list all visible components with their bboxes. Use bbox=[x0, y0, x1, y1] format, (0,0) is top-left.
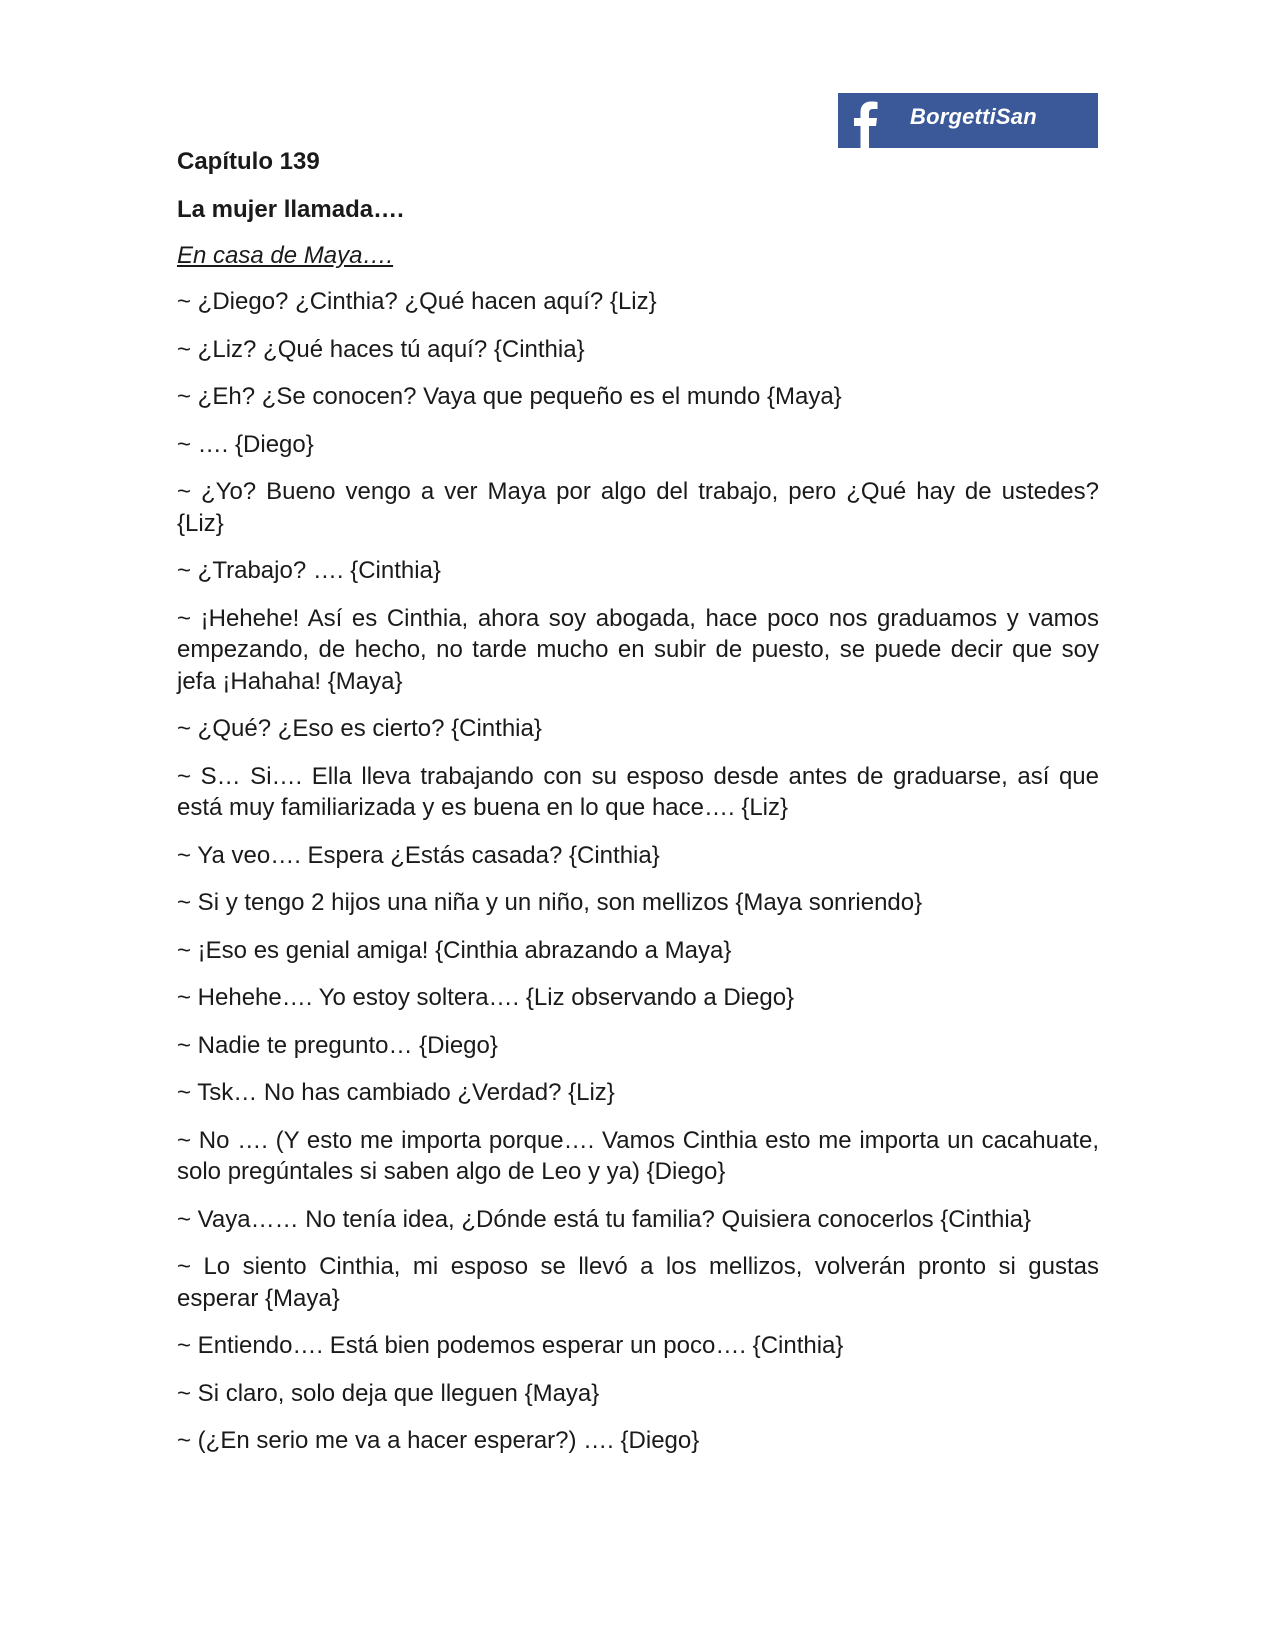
dialogue-line: ~ Si claro, solo deja que lleguen {Maya} bbox=[177, 1379, 600, 1407]
dialogue-line: ~ …. {Diego} bbox=[177, 430, 314, 458]
facebook-icon bbox=[846, 99, 882, 148]
chapter-subtitle: La mujer llamada…. bbox=[177, 196, 404, 223]
dialogue-line: ~ Si y tengo 2 hijos una niña y un niño, son mellizos {Maya sonriendo} bbox=[177, 889, 923, 916]
chapter-title: Capítulo 139 bbox=[177, 148, 320, 175]
document-body bbox=[177, 145, 1099, 1473]
scene-heading: En casa de Maya…. bbox=[177, 242, 394, 269]
dialogue-line: ~ ¿Eh? ¿Se conocen? Vaya que pequeño es el mundo {Maya} bbox=[177, 383, 842, 410]
dialogue-line: ~ Ya veo…. Espera ¿Estás casada? {Cinthia} bbox=[177, 841, 660, 869]
facebook-logo bbox=[838, 93, 891, 148]
dialogue-line: ~ ¿Yo? Bueno vengo a ver Maya por algo del trabajo, pero ¿Qué hay de ustedes? {Liz} bbox=[177, 478, 1099, 537]
dialogue-line: ~ Tsk… No has cambiado ¿Verdad? {Liz} bbox=[177, 1079, 615, 1106]
dialogue-line: ~ ¿Qué? ¿Eso es cierto? {Cinthia} bbox=[177, 715, 542, 742]
dialogue-line: ~ ¿Diego? ¿Cinthia? ¿Qué hacen aquí? {Liz} bbox=[177, 288, 657, 315]
facebook-page-name: BorgettiSan bbox=[910, 104, 1037, 129]
dialogue-line: ~ Nadie te pregunto… {Diego} bbox=[177, 1031, 498, 1059]
dialogue-line: ~ Lo siento Cinthia, mi esposo se llevó a los mellizos, volverán pronto si gustas esperar {Maya} bbox=[177, 1253, 1099, 1312]
dialogue-line: ~ No …. (Y esto me importa porque…. Vamos Cinthia esto me importa un cacahuate, solo pregúntales si saben algo de Leo y ya) {Diego} bbox=[177, 1126, 1099, 1185]
dialogue-line: ~ ¿Liz? ¿Qué haces tú aquí? {Cinthia} bbox=[177, 335, 585, 363]
dialogue-line: ~ (¿En serio me va a hacer esperar?) …. {Diego} bbox=[177, 1427, 700, 1454]
dialogue-line: ~ Hehehe…. Yo estoy soltera…. {Liz observando a Diego} bbox=[177, 984, 795, 1011]
dialogue-line: ~ S… Si…. Ella lleva trabajando con su esposo desde antes de graduarse, así que está muy familiarizada y es buena en lo que hace…. {Liz} bbox=[177, 762, 1099, 821]
facebook-badge[interactable] bbox=[838, 93, 1098, 148]
dialogue-line: ~ ¿Trabajo? …. {Cinthia} bbox=[177, 557, 441, 584]
dialogue-line: ~ ¡Hehehe! Así es Cinthia, ahora soy abogada, hace poco nos graduamos y vamos empezando, de hecho, no tarde mucho en subir de puesto, se puede decir que soy jefa ¡Hahaha! {Maya} bbox=[177, 604, 1099, 695]
dialogue-line: ~ Entiendo…. Está bien podemos esperar un poco…. {Cinthia} bbox=[177, 1332, 844, 1359]
dialogue-line: ~ Vaya…… No tenía idea, ¿Dónde está tu familia? Quisiera conocerlos {Cinthia} bbox=[177, 1205, 1032, 1233]
dialogue-line: ~ ¡Eso es genial amiga! {Cinthia abrazando a Maya} bbox=[177, 936, 732, 964]
dialogue-list bbox=[177, 286, 1099, 1457]
